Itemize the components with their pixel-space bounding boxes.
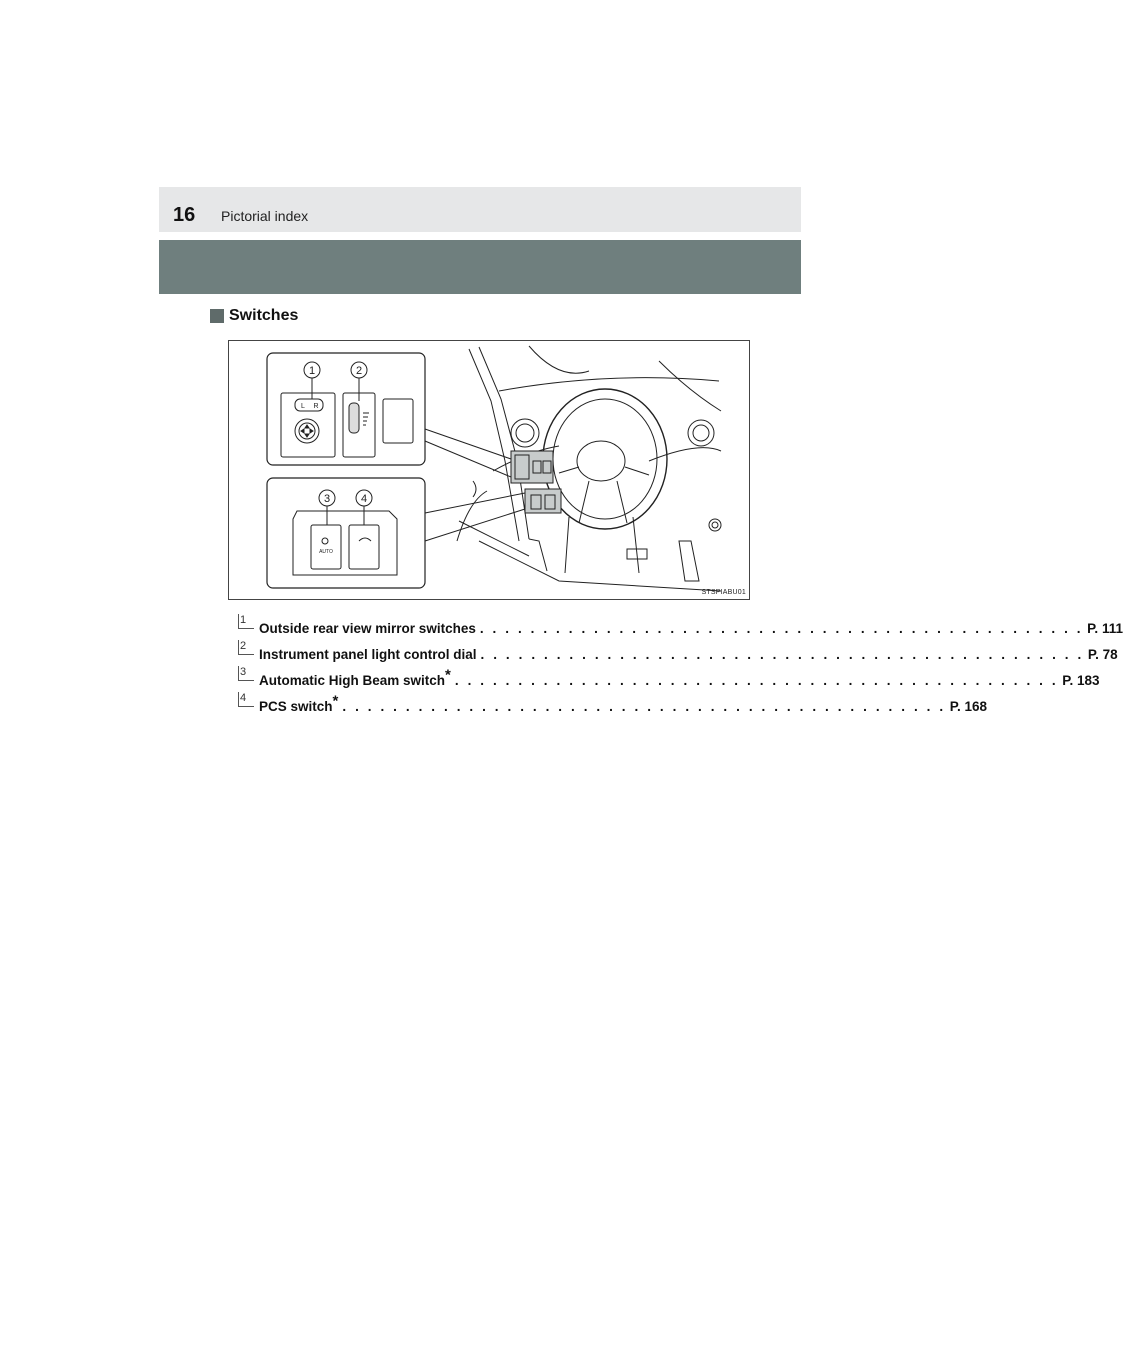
section-heading bbox=[210, 307, 298, 325]
square-bullet-icon bbox=[210, 309, 224, 323]
page-number: 16 bbox=[173, 204, 196, 226]
figure-code: STSPIABU01 bbox=[701, 589, 746, 596]
page-title: Pictorial index bbox=[221, 208, 309, 224]
page-reference: P. 183 bbox=[1062, 673, 1100, 688]
dot-leader: . . . . . . . . . . . . . . . . . . . . . . . . . . . . . . . . . . . . . . . . . . . . . . . . bbox=[480, 647, 1084, 662]
mirror-left-label: L bbox=[301, 403, 305, 410]
callout-3: 3 bbox=[323, 493, 331, 505]
page-header bbox=[159, 187, 801, 232]
item-label: PCS switch* bbox=[259, 692, 339, 714]
page-reference: P. 111 bbox=[1087, 621, 1123, 636]
auto-label: AUTO bbox=[319, 549, 333, 555]
item-number-icon: 1 bbox=[238, 614, 254, 629]
section-band bbox=[159, 240, 801, 294]
mirror-right-label: R bbox=[313, 403, 319, 410]
dot-leader: . . . . . . . . . . . . . . . . . . . . . . . . . . . . . . . . . . . . . . . . . . . . . . . . bbox=[454, 673, 1059, 688]
callout-4: 4 bbox=[360, 493, 368, 505]
item-number-icon: 3 bbox=[238, 666, 254, 681]
dot-leader: . . . . . . . . . . . . . . . . . . . . . . . . . . . . . . . . . . . . . . . . . . . . . . . . bbox=[479, 621, 1084, 636]
list-item bbox=[238, 692, 987, 714]
item-label: Outside rear view mirror switches bbox=[259, 621, 476, 636]
list-item bbox=[238, 614, 1123, 636]
item-number-icon: 4 bbox=[238, 692, 254, 707]
section-title: Switches bbox=[229, 307, 299, 324]
list-item bbox=[238, 666, 1100, 688]
dot-leader: . . . . . . . . . . . . . . . . . . . . . . . . . . . . . . . . . . . . . . . . . . . . . . . . bbox=[342, 699, 946, 714]
item-label: Automatic High Beam switch* bbox=[259, 666, 451, 688]
item-label: Instrument panel light control dial bbox=[259, 647, 477, 662]
page-reference: P. 168 bbox=[949, 699, 987, 714]
item-number-icon: 2 bbox=[238, 640, 254, 655]
page-reference: P. 78 bbox=[1087, 647, 1118, 662]
dashboard-drawing bbox=[229, 341, 749, 599]
callout-1: 1 bbox=[308, 365, 316, 377]
switches-illustration bbox=[228, 340, 750, 600]
list-item bbox=[238, 640, 1118, 662]
callout-2: 2 bbox=[355, 365, 363, 377]
